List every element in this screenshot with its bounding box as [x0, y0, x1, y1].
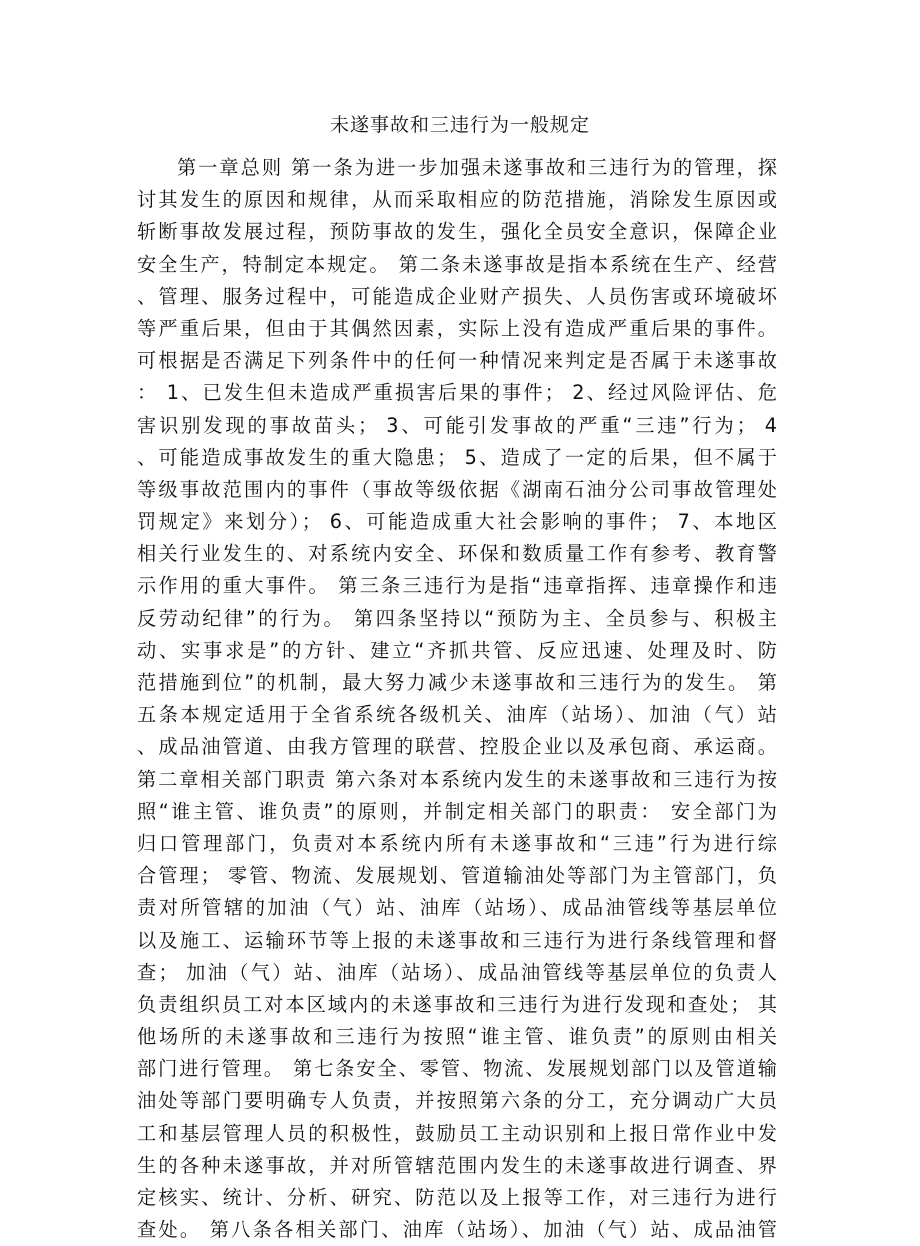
body-text-line: 照“谁主管、谁负责”的原则，并制定相关部门的职责： 安全部门为 [137, 799, 777, 823]
body-text-line: 第一章总则 第一条为进一步加强未遂事故和三违行为的管理，探 [177, 156, 777, 179]
body-text-line: 罚规定》来划分）； 6、可能造成重大社会影响的事件； 7、本地区 [137, 510, 777, 534]
body-text-line: 讨其发生的原因和规律，从而采取相应的防范措施，消除发生原因或 [137, 188, 777, 212]
body-text-line: 定核实、统计、分析、研究、防范以及上报等工作，对三违行为进行 [137, 1186, 777, 1209]
body-text-line: ： 1、已发生但未造成严重损害后果的事件； 2、经过风险评估、危 [137, 381, 777, 405]
body-text-line: 五条本规定适用于全省系统各级机关、油库（站场）、加油（气）站 [137, 703, 777, 727]
document-body [137, 152, 777, 1246]
body-text-line: 生的各种未遂事故，并对所管辖范围内发生的未遂事故进行调查、界 [137, 1153, 777, 1177]
body-text-line: 、管理、服务过程中，可能造成企业财产损失、人员伤害或环境破坏 [137, 284, 777, 308]
body-text-line: 工和基层管理人员的积极性，鼓励员工主动识别和上报日常作业中发 [137, 1121, 777, 1145]
body-text-line: 等严重后果，但由于其偶然因素，实际上没有造成严重后果的事件。 [137, 316, 777, 340]
body-text-line: 相关行业发生的、对系统内安全、环保和数质量工作有参考、教育警 [137, 542, 777, 566]
body-text-line: 安全生产，特制定本规定。 第二条未遂事故是指本系统在生产、经营 [137, 252, 777, 276]
body-text-line: 反劳动纪律”的行为。 第四条坚持以“预防为主、全员参与、积极主 [137, 606, 777, 630]
body-text-line: 他场所的未遂事故和三违行为按照“谁主管、谁负责”的原则由相关 [137, 1025, 777, 1049]
body-text-line: 第二章相关部门职责 第六条对本系统内发生的未遂事故和三违行为按 [137, 767, 777, 791]
body-text-line: 责对所管辖的加油（气）站、油库（站场）、成品油管线等基层单位 [137, 896, 777, 920]
body-text-line: 查； 加油（气）站、油库（站场）、成品油管线等基层单位的负责人 [137, 960, 777, 984]
body-text-line: 归口管理部门，负责对本系统内所有未遂事故和“三违”行为进行综 [137, 831, 777, 855]
body-text-line: 害识别发现的事故苗头； 3、可能引发事故的严重“三违”行为； 4 [137, 413, 777, 437]
body-text-line: 范措施到位”的机制，最大努力减少未遂事故和三违行为的发生。 第 [137, 671, 777, 694]
body-text-line: 合管理； 零管、物流、发展规划、管道输油处等部门为主管部门，负 [137, 864, 777, 888]
body-text-line: 、可能造成事故发生的重大隐患； 5、造成了一定的后果，但不属于 [137, 445, 777, 469]
body-text-line: 动、实事求是”的方针、建立“齐抓共管、反应迅速、处理及时、防 [137, 638, 777, 662]
body-text-line: 斩断事故发展过程，预防事故的发生，强化全员安全意识，保障企业 [137, 220, 777, 244]
body-text-line: 油处等部门要明确专人负责，并按照第六条的分工，充分调动广大员 [137, 1089, 777, 1113]
body-text-line: 负责组织员工对本区域内的未遂事故和三违行为进行发现和查处； 其 [137, 992, 777, 1016]
body-text-line: 查处。 第八条各相关部门、油库（站场）、加油（气）站、成品油管 [137, 1218, 777, 1242]
body-text-line: 以及施工、运输环节等上报的未遂事故和三违行为进行条线管理和督 [137, 928, 777, 952]
body-text-line: 可根据是否满足下列条件中的任何一种情况来判定是否属于未遂事故 [137, 349, 777, 373]
body-text-line: 部门进行管理。 第七条安全、零管、物流、发展规划部门以及管道输 [137, 1057, 777, 1081]
body-text-line: 示作用的重大事件。 第三条三违行为是指“违章指挥、违章操作和违 [137, 574, 777, 598]
body-text-line: 、成品油管道、由我方管理的联营、控股企业以及承包商、承运商。 [137, 735, 777, 759]
document-title: 未遂事故和三违行为一般规定 [329, 114, 590, 136]
body-text-line: 等级事故范围内的事件（事故等级依据《湖南石油分公司事故管理处 [137, 477, 777, 501]
